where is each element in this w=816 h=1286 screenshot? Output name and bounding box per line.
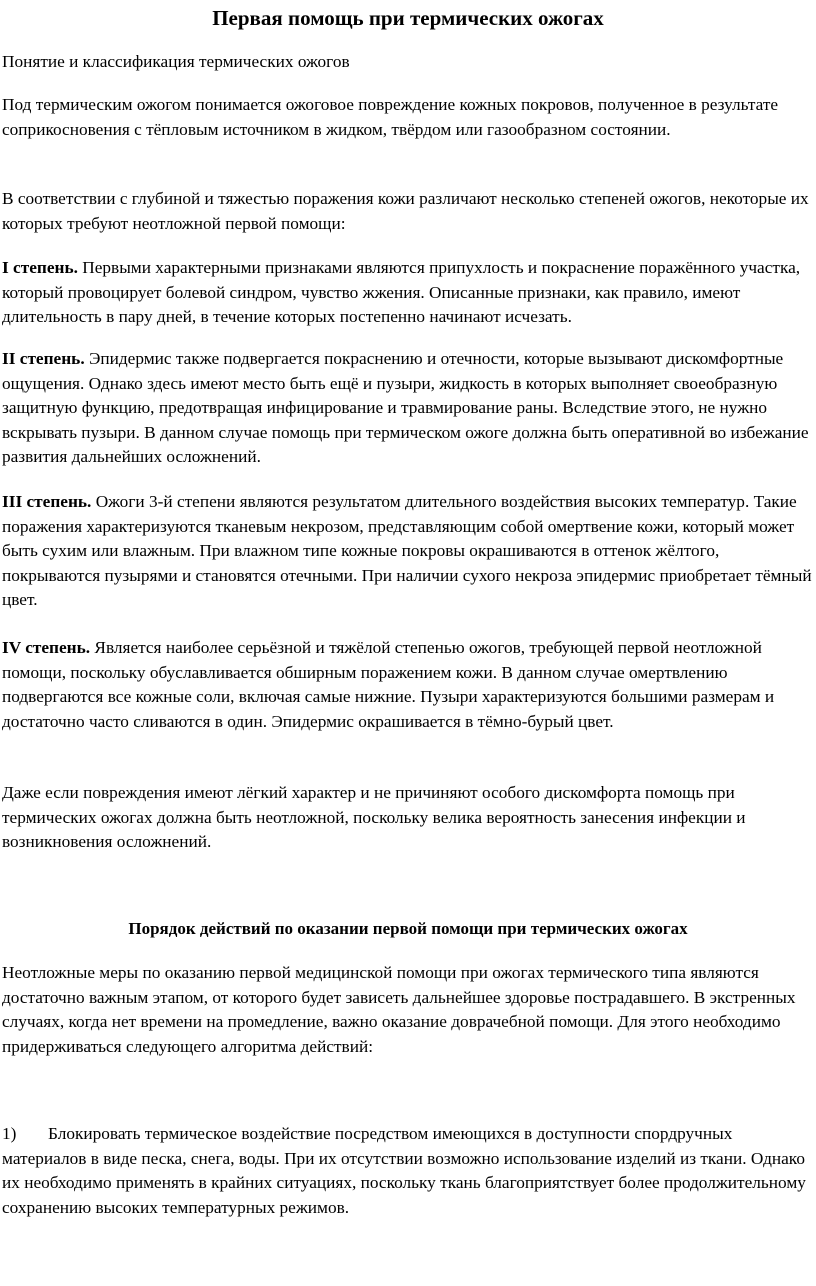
step-1-paragraph [2, 1122, 816, 1220]
intro-paragraph-1: Под термическим ожогом понимается ожоговое повреждение кожных покровов, полученное в результате соприкосновения с тёпловым источником в жидком, твёрдом или газообразном состоянии. [2, 95, 779, 139]
document-title: Первая помощь при термических ожогах [212, 6, 604, 30]
degree-4-label: IV степень. [2, 638, 91, 657]
section-2-title: Порядок действий по оказании первой помощи при термических ожогах [128, 919, 688, 938]
intro-paragraph-2: В соответствии с глубиной и тяжестью поражения кожи различают несколько степеней ожогов, некоторые их которых требуют неотложной первой помощи: [2, 189, 809, 233]
degree-3-paragraph [2, 490, 816, 613]
degree-2-label: II степень. [2, 349, 85, 368]
conclusion-paragraph: Даже если повреждения имеют лёгкий характер и не причиняют особого дискомфорта помощь при термических ожогах должна быть неотложной, поскольку велика вероятность занесения инфекции и возникновения осложнений. [2, 783, 746, 851]
step-1-text: Блокировать термическое воздействие посредством имеющихся в доступности спордручных материалов в виде песка, снега, воды. При их отсутствии возможно использование изделий из ткани. Однако их необходимо применять в крайних ситуациях, поскольку ткань благоприятствует более продолжительному сохранению высоких температурных режимов. [2, 1124, 806, 1217]
degree-4-text: Является наиболее серьёзной и тяжёлой степенью ожогов, требующей первой неотложной помощи, поскольку обуславливается обширным поражением кожи. В данном случае омертвлению подвергаются все кожные соли, включая самые нижние. Пузыри характеризуются большими размерам и достаточно часто сливаются в один. Эпидермис окрашивается в тёмно-бурый цвет. [2, 638, 775, 731]
degree-1-label: I степень. [2, 258, 78, 277]
degree-3-label: III степень. [2, 492, 92, 511]
section-2-intro: Неотложные меры по оказанию первой медицинской помощи при ожогах термического типа являются достаточно важным этапом, от которого будет зависеть дальнейшее здоровье пострадавшего. В экстренных случаях, когда нет времени на промедление, важно оказание доврачебной помощи. Для этого необходимо придерживаться следующего алгоритма действий: [2, 963, 796, 1056]
degree-3-text: Ожоги 3-й степени являются результатом длительного воздействия высоких температур. Такие поражения характеризуются тканевым некрозом, представляющим собой омертвение кожи, который может быть сухим или влажным. При влажном типе кожные покровы окрашиваются в оттенок жёлтого, покрываются пузырями и становятся отечными. При наличии сухого некроза эпидермис приобретает тёмный цвет. [2, 492, 812, 609]
degree-1-text: Первыми характерными признаками являются припухлость и покраснение поражённого участка, который провоцирует болевой синдром, чувство жжения. Описанные признаки, как правило, имеют длительность в пару дней, в течение которых постепенно начинают исчезать. [2, 258, 801, 326]
degree-4-paragraph [2, 636, 816, 734]
degree-2-text: Эпидермис также подвергается покраснению и отечности, которые вызывают дискомфортные ощущения. Однако здесь имеют место быть ещё и пузыри, жидкость в которых выполняет своеобразную защитную функцию, предотвращая инфицирование и травмирование раны. Вследствие этого, не нужно вскрывать пузыри. В данном случае помощь при термическом ожоге должна быть оперативной во избежание развития дальнейших осложнений. [2, 349, 809, 466]
degree-1-paragraph [2, 256, 816, 330]
section-subtitle: Понятие и классификация термических ожогов [2, 52, 350, 71]
step-1-number: 1) [2, 1124, 17, 1143]
degree-2-paragraph [2, 347, 816, 470]
